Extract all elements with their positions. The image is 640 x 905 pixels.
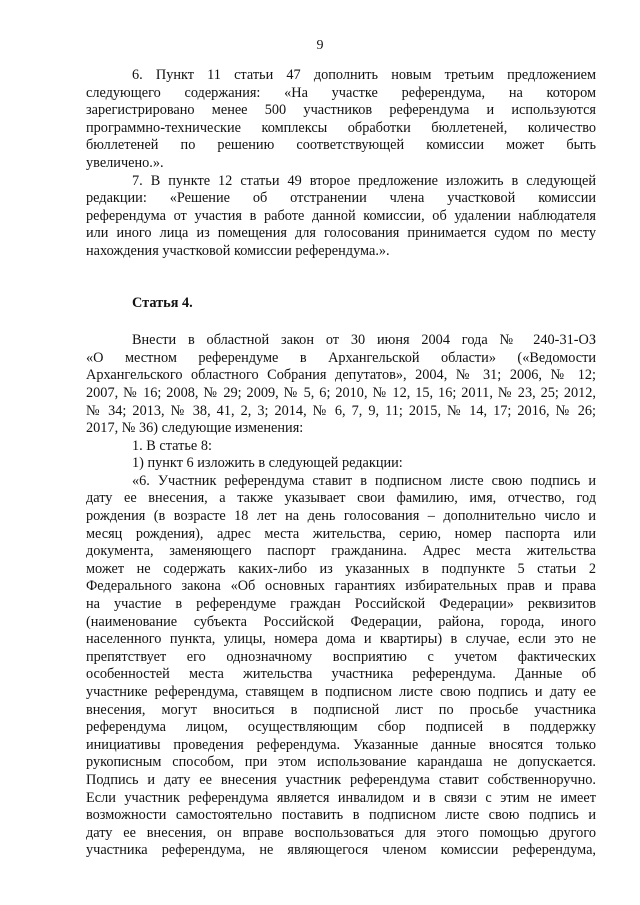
text-line: 2007, № 16; 2008, № 29; 2009, № 5, 6; 2010, № 12, 15, 16; 2011, № 23, 25; 2012, [86, 384, 596, 401]
text-line: Подпись и дату ее внесения участник референдума ставит собственноручно. [86, 771, 596, 788]
text-line: месяц рождения), адрес места жительства, серию, номер паспорта или [86, 525, 596, 542]
text-line: участника референдума, не являющегося членом комиссии референдума, [86, 842, 596, 859]
text-line: документа, заменяющего паспорт гражданина. Адрес места жительства [86, 543, 596, 560]
text-line: увеличено.». [86, 154, 164, 171]
spacer [86, 312, 596, 332]
text-line: рукописным способом, при этом использование карандаша не допускается. [86, 754, 596, 771]
text-line: референдума от участия в работе данной комиссии, об удалении наблюдателя [86, 207, 596, 224]
paragraph-item-6 [86, 67, 596, 173]
text-line: 7. В пункте 12 статьи 49 второе предложение изложить в следующей [132, 172, 596, 189]
paragraph-item-7 [86, 173, 596, 261]
sub-item-1: 1) пункт 6 изложить в следующей редакции: [132, 455, 403, 472]
document-body [86, 67, 596, 860]
text-line: (наименование субъекта Российской Федерации, района, города, иного [86, 613, 596, 630]
text-line: «О местном референдуме в Архангельской области» («Ведомости [86, 349, 596, 366]
text-line: Внести в областной закон от 30 июня 2004 года № 240-31-ОЗ [132, 332, 596, 349]
text-line: 2017, № 36) следующие изменения: [86, 420, 304, 437]
text-line: Федерального закона «Об основных гарантиях избирательных прав и права [86, 578, 596, 595]
text-line: препятствует его однозначному восприятию с учетом фактических [86, 648, 596, 665]
text-line: 6. Пункт 11 статьи 47 дополнить новым третьим предложением [132, 67, 596, 83]
text-line: дату ее внесения, а также указывает свои фамилию, имя, отчество, год [86, 490, 596, 507]
text-line: референдума лицом, осуществляющим сбор подписей в поддержку [86, 719, 596, 736]
spacer [86, 261, 596, 295]
text-line: бюллетеней по решению соответствующей комиссии может быть [86, 137, 596, 154]
text-line: участнике референдума, ставящем в подписном листе свою подпись и дату ее [86, 684, 596, 700]
text-line: нахождения участковой комиссии референдума.». [86, 242, 390, 259]
text-line: дату ее внесения, он вправе воспользоваться для этого помощью другого [86, 824, 596, 841]
text-line: программно-технические комплексы обработки бюллетеней, количество [86, 119, 596, 136]
text-line: зарегистрировано менее 500 участников референдума и используются [86, 102, 596, 119]
text-line: или иного лица из помещения для голосования принимается судом по месту [86, 225, 596, 242]
article-heading: Статья 4. [132, 294, 193, 311]
text-line: следующего содержания: «На участке референдума, на котором [86, 84, 596, 101]
list-item-1: 1. В статье 8: [132, 437, 212, 454]
text-line: может не содержать каких-либо из указанных в подпункте 5 статьи 2 [86, 560, 596, 577]
text-line: внесения, могут вноситься в подписной лист по просьбе участника [86, 701, 596, 718]
text-line: «6. Участник референдума ставит в подписном листе свою подпись и [132, 472, 596, 489]
text-line: населенного пункта, улицы, номера дома и квартиры) в случае, если это не [86, 631, 596, 648]
text-line: рождения (в возрасте 18 лет на день голосования – дополнительно число и [86, 508, 596, 525]
text-line: редакции: «Решение об отстранении члена участковой комиссии [86, 190, 596, 207]
quoted-paragraph-6 [86, 473, 596, 860]
text-line: инициативы проведения референдума. Указанные данные вносятся только [86, 736, 596, 753]
page-number: 9 [316, 38, 324, 53]
paragraph-intro [86, 332, 596, 438]
text-line: № 34; 2013, № 38, 41, 2, 3; 2014, № 6, 7, 9, 11; 2015, № 14, 17; 2016, № 26; [86, 402, 596, 419]
text-line: особенностей места жительства участника референдума. Данные об [86, 666, 596, 683]
text-line: Архангельского областного Собрания депутатов», 2004, № 31; 2006, № 12; [86, 367, 596, 384]
text-line: Если участник референдума является инвалидом и в связи с этим не имеет [86, 789, 596, 806]
text-line: на участие в референдуме граждан Российской Федерации» реквизитов [86, 596, 596, 613]
text-line: возможности самостоятельно поставить в подписном листе свою подпись и [86, 807, 596, 824]
